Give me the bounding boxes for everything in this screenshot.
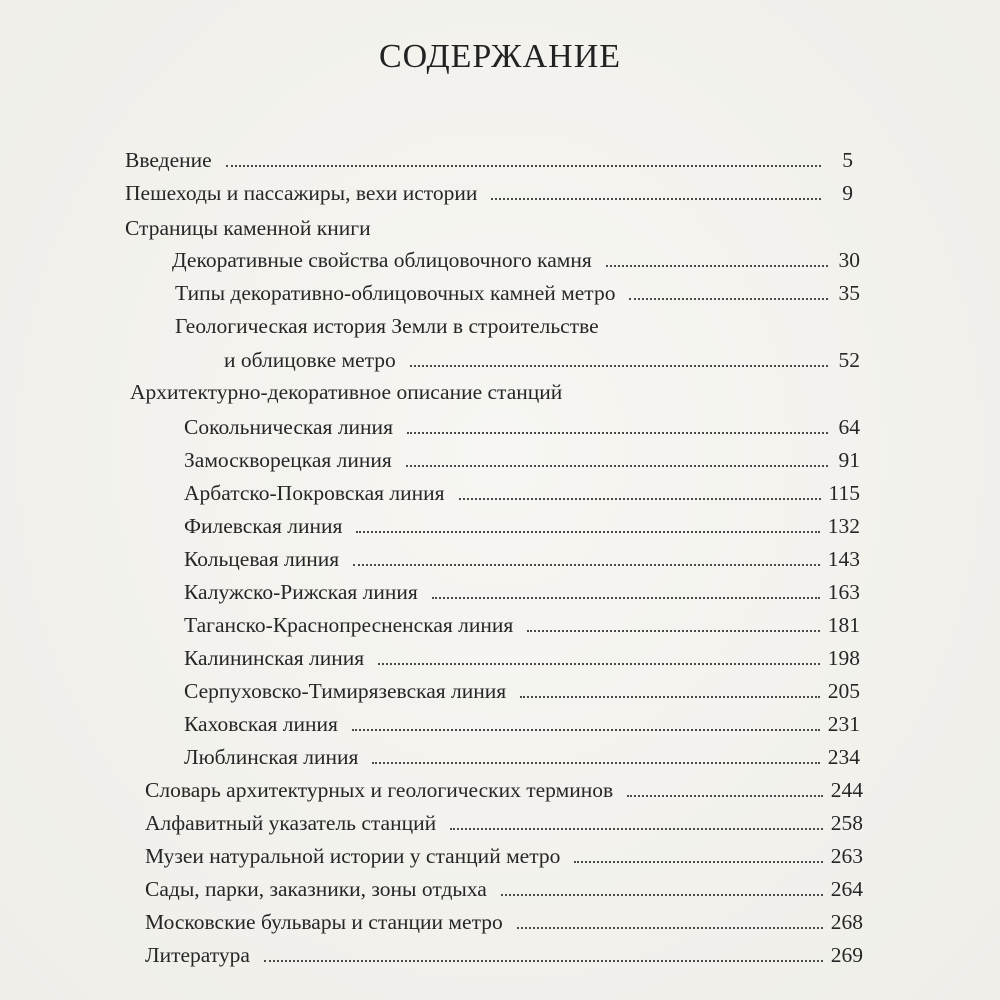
toc-entry: [145, 877, 863, 907]
toc-leader-dots: [606, 265, 828, 267]
toc-entry-label: Алфавитный указатель станций: [145, 811, 437, 835]
toc-entry-label: Серпуховско-Тимирязевская линия: [184, 679, 507, 703]
toc-page-number: 30: [838, 248, 860, 272]
toc-entry: [145, 811, 863, 841]
toc-entry-decor-props: [172, 248, 860, 278]
toc-leader-dots: [501, 894, 823, 896]
toc-entry: [184, 679, 860, 709]
toc-section-arch-descr: Архитектурно-декоративное описание станций: [130, 380, 563, 404]
toc-entry-label: Литература: [145, 943, 250, 967]
toc-page-number: 35: [838, 281, 860, 305]
toc-page-number: 5: [842, 148, 853, 172]
toc-entry-label: Пешеходы и пассажиры, вехи истории: [125, 181, 478, 205]
toc-entry-label: Таганско-Краснопресненская линия: [184, 613, 514, 637]
toc-entry: [184, 646, 860, 676]
toc-entry: [184, 481, 860, 511]
toc-leader-dots: [450, 828, 823, 830]
toc-entry-intro: [125, 148, 853, 178]
toc-entry-label: Сокольническая линия: [184, 415, 393, 439]
toc-page-number: 258: [830, 811, 863, 835]
toc-entry-geo-history-line1: Геологическая история Земли в строительстве: [175, 314, 599, 338]
toc-entry-label: Московские бульвары и станции метро: [145, 910, 503, 934]
toc-page-number: 91: [838, 448, 860, 472]
toc-page-number: 143: [827, 547, 860, 571]
toc-leader-dots: [356, 531, 819, 533]
toc-section-stone-book: Страницы каменной книги: [125, 216, 371, 240]
toc-leader-dots: [410, 365, 828, 367]
toc-entry-label: Люблинская линия: [184, 745, 359, 769]
toc-page-number: 263: [830, 844, 863, 868]
toc-entry-label: Калужско-Рижская линия: [184, 580, 418, 604]
toc-entry-label: Калининская линия: [184, 646, 365, 670]
toc-page-number: 181: [827, 613, 860, 637]
toc-leader-dots: [574, 861, 822, 863]
toc-entry-label: Декоративные свойства облицовочного камня: [172, 248, 592, 272]
toc-entry: [184, 580, 860, 610]
toc-entry: [184, 712, 860, 742]
toc-page-number: 244: [830, 778, 863, 802]
toc-entry-geo-history: [224, 348, 860, 378]
toc-page-number: 132: [827, 514, 860, 538]
toc-page-number: 163: [827, 580, 860, 604]
toc-entry: [184, 448, 860, 478]
toc-entry-label: Музеи натуральной истории у станций метро: [145, 844, 561, 868]
toc-page-number: 268: [830, 910, 863, 934]
toc-leader-dots: [353, 564, 820, 566]
toc-entry-label: Словарь архитектурных и геологических терминов: [145, 778, 614, 802]
toc-leader-dots: [491, 198, 821, 200]
toc-entry: [184, 547, 860, 577]
toc-entry: [184, 613, 860, 643]
toc-entry-label: Замоскворецкая линия: [184, 448, 392, 472]
toc-leader-dots: [378, 663, 820, 665]
toc-page-number: 205: [827, 679, 860, 703]
toc-entry: [184, 415, 860, 445]
toc-leader-dots: [517, 927, 823, 929]
toc-page-number: 64: [838, 415, 860, 439]
toc-page-number: 231: [827, 712, 860, 736]
toc-entry: [145, 778, 863, 808]
toc-entry-label: Филевская линия: [184, 514, 343, 538]
toc-page-number: 198: [827, 646, 860, 670]
toc-leader-dots: [520, 696, 820, 698]
toc-entry-label: Типы декоративно-облицовочных камней метро: [175, 281, 616, 305]
toc-leader-dots: [432, 597, 820, 599]
toc-leader-dots: [629, 298, 828, 300]
toc-leader-dots: [406, 465, 828, 467]
toc-page-number: 264: [830, 877, 863, 901]
toc-leader-dots: [527, 630, 819, 632]
toc-entry-label: Сады, парки, заказники, зоны отдыха: [145, 877, 487, 901]
toc-page-number: 234: [827, 745, 860, 769]
toc-leader-dots: [407, 432, 828, 434]
toc-leader-dots: [627, 795, 823, 797]
toc-entry-label: Кольцевая линия: [184, 547, 340, 571]
toc-page-number: 115: [828, 481, 860, 505]
toc-entry-pedestrians: [125, 181, 853, 211]
toc-entry-label: Введение: [125, 148, 212, 172]
toc-entry: [145, 910, 863, 940]
toc-leader-dots: [372, 762, 819, 764]
toc-entry-stone-types: [175, 281, 860, 311]
toc-entry: [145, 844, 863, 874]
toc-entry: [184, 745, 860, 775]
toc-entry-label: Арбатско-Покровская линия: [184, 481, 445, 505]
toc-entry-label: и облицовке метро: [224, 348, 396, 372]
toc-page-number: 9: [842, 181, 853, 205]
toc-page-number: 269: [830, 943, 863, 967]
toc-entry-label: Каховская линия: [184, 712, 338, 736]
toc-page-number: 52: [838, 348, 860, 372]
toc-entry: [184, 514, 860, 544]
toc-leader-dots: [226, 165, 821, 167]
toc-leader-dots: [264, 960, 823, 962]
toc-entry: [145, 943, 863, 973]
toc-leader-dots: [459, 498, 821, 500]
page-title: СОДЕРЖАНИЕ: [378, 38, 622, 75]
toc-leader-dots: [352, 729, 820, 731]
